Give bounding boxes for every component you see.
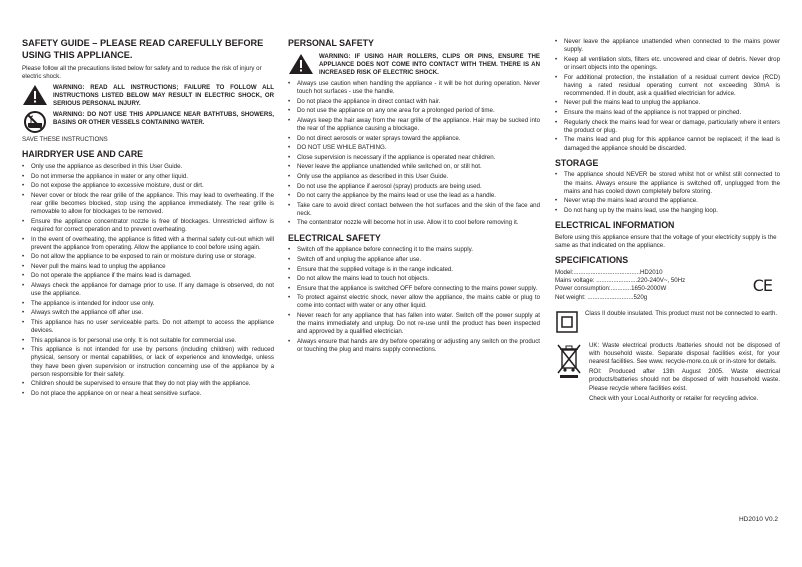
care-heading: HAIRDRYER USE AND CARE [22, 149, 144, 160]
care-list [22, 163, 274, 398]
list-item: • The appliance is intended for indoor use only. [22, 300, 274, 308]
list-item: • Do not allow the mains lead to touch hot objects. [288, 275, 540, 283]
list-item: • In the event of overheating, the appliance is fitted with a thermal safety cut-out which will prevent the appliance from operating. Allow the appliance to cool before using again. [22, 236, 274, 252]
list-item: • Do not direct aerosols or water sprays toward the appliance. [288, 135, 540, 143]
weee-roi-text: ROI: Produced after 13th August 2005. Waste electrical products/batteries should not be disposed of with household waste. Please recycle where facilities exist. [589, 368, 780, 392]
specifications-list [555, 269, 685, 302]
spec-weight: Net weight: ...........................520g [555, 293, 648, 301]
list-item: • Ensure the mains lead of the appliance is not trapped or pinched. [555, 109, 780, 117]
list-item: • Switch off the appliance before connecting it to the mains supply. [288, 246, 540, 254]
list-item: • Do not use the appliance if aerosol (spray) products are being used. [288, 183, 540, 191]
ce-mark-icon: CE [752, 275, 772, 295]
specifications-heading: SPECIFICATIONS [555, 255, 629, 266]
list-item: • Do not use the appliance on any one area for a prolonged period of time. [288, 107, 540, 115]
list-item: • Only use the appliance as described in this User Guide. [288, 173, 540, 181]
list-item: • Never reach for any appliance that has fallen into water. Switch off the power supply at the mains immediately and unplug. Do not re-use until the product has been inspected and approved by a qualified electrician. [288, 312, 540, 337]
electrical-safety-list [288, 246, 540, 354]
list-item: • For additional protection, the installation of a residual current device (RCD) having a rated residual operating current not exceeding 30mA is recommended. If in doubt, ask a qualified electrician for advice. [555, 74, 780, 99]
class-two-notice [555, 310, 780, 334]
spec-power: Power consumption:............1650-2000W [555, 285, 667, 293]
weee-uk-text: UK: Waste electrical products /batteries should not be disposed of with household waste. Separate disposal facilities exist, for your nearest facilities. See www. recycle-more.co.uk or in-store for details. [589, 341, 780, 366]
list-item: • Never pull the mains lead to unplug the appliance. [555, 99, 780, 107]
list-item: • Do not immerse the appliance in water or any other liquid. [22, 173, 274, 181]
storage-list [555, 171, 780, 215]
list-item: • Regularly check the mains lead for wear or damage, particularly where it enters the product or plug. [555, 119, 780, 135]
crossed-bin-icon [555, 342, 583, 378]
warning-water [22, 111, 274, 133]
class-two-text: Class II double insulated. This product must not be connected to earth. [585, 309, 778, 317]
list-item: • Never leave the appliance unattended while switched on, or still hot. [288, 163, 540, 171]
electrical-safety-continued-list [555, 38, 780, 153]
warning-read-instructions [22, 84, 274, 108]
column-left [22, 38, 274, 400]
intro-text: Please follow all the precautions listed below for safety and to reduce the risk of injury or electric shock. [22, 64, 262, 80]
list-item: • This appliance is for personal use only. It is not suitable for commercial use. [22, 337, 274, 345]
list-item: • Never cover or block the rear grille of the appliance. This may lead to overheating. If the rear grille becomes blocked, stop using the appliance immediately. The rear grille is removable to allow for blockages to be removed. [22, 192, 274, 217]
column-middle [288, 38, 540, 356]
warning-text: WARNING: IF USING HAIR ROLLERS, CLIPS OR PINS, ENSURE THE APPLIANCE DOES NOT COME INTO CONTACT WITH THEM. THERE IS AN INCREASED RISK OF ELECTRIC SHOCK. [319, 52, 540, 76]
specifications-block [555, 269, 780, 302]
spec-voltage: Mains voltage: ........................220-240V~, 50Hz [555, 277, 686, 285]
warning-triangle-icon [22, 84, 48, 106]
storage-heading: STORAGE [555, 157, 599, 168]
list-item: • Do not operate the appliance if the mains lead is damaged. [22, 272, 274, 280]
list-item: • Do not place the appliance on or near a heat sensitive surface. [22, 390, 274, 398]
list-item: • Only use the appliance as described in this User Guide. [22, 163, 274, 171]
double-insulated-icon [555, 310, 579, 334]
warning-rollers [288, 53, 540, 77]
weee-text [589, 342, 780, 405]
list-item: • Ensure that the supplied voltage is in the range indicated. [288, 266, 540, 274]
weee-advice-text: Check with your Local Authority or retailer for recycling advice. [589, 394, 759, 402]
list-item: • Keep all ventilation slots, filters etc. uncovered and clear of debris. Never drop or insert objects into the openings. [555, 56, 780, 72]
list-item: • The contentrator nozzle will become hot in use. Allow it to cool before removing it. [288, 219, 540, 227]
model-version: HD2010 V0.2 [738, 516, 778, 523]
warning-triangle-icon [288, 53, 314, 75]
list-item: • Do not expose the appliance to excessive moisture, dust or dirt. [22, 182, 274, 190]
list-item: • Always use caution when handling the appliance - it will be hot during operation. Never touch hot surfaces - use the handle. [288, 80, 540, 96]
save-instructions: SAVE THESE INSTRUCTIONS [22, 136, 108, 144]
electrical-safety-heading: ELECTRICAL SAFETY [288, 232, 381, 243]
electrical-information-text: Before using this appliance ensure that the voltage of your electricity supply is the same as that indicated on the appliance. [555, 233, 777, 250]
list-item: • Always ensure that hands are dry before operating or adjusting any switch on the product or touching the plug and mains supply connections. [288, 338, 540, 354]
list-item: • Do not hang up by the mains lead, use the hanging loop. [555, 207, 780, 215]
list-item: • Always keep the hair away from the rear grille of the appliance. Hair may be sucked into the rear of the appliance causing a blockage. [288, 117, 540, 133]
list-item: • Ensure that the appliance is switched OFF before connecting to the mains power supply. [288, 285, 540, 293]
list-item: • The mains lead and plug for this appliance cannot be replaced; if the lead is damaged the appliance should be discarded. [555, 136, 780, 152]
electrical-information-heading: ELECTRICAL INFORMATION [555, 220, 675, 231]
list-item: • Never leave the appliance unattended when connected to the mains power supply. [555, 38, 780, 54]
list-item: • Switch off and unplug the appliance after use. [288, 256, 540, 264]
list-item: • Do not carry the appliance by the mains lead or use the lead as a handle. [288, 192, 540, 200]
list-item: • Do not place the appliance in direct contact with hair. [288, 98, 540, 106]
list-item: • Do not allow the appliance to be exposed to rain or moisture during use or storage. [22, 253, 274, 261]
personal-safety-list [288, 80, 540, 228]
list-item: • This appliance has no user serviceable parts. Do not attempt to access the appliance devices. [22, 319, 274, 335]
list-item: • Never wrap the mains lead around the appliance. [555, 197, 780, 205]
list-item: • DO NOT USE WHILE BATHING. [288, 144, 540, 152]
list-item: • Close supervision is necessary if the appliance is operated near children. [288, 154, 540, 162]
warning-text: WARNING: READ ALL INSTRUCTIONS; FAILURE TO FOLLOW ALL INSTRUCTIONS LISTED BELOW MAY RESULT IN ELECTRIC SHOCK, OR SERIOUS PERSONAL INJURY. [53, 83, 274, 108]
personal-safety-heading: PERSONAL SAFETY [288, 38, 374, 48]
list-item: • Always check the appliance for damage prior to use. If any damage is observed, do not use the appliance. [22, 282, 274, 298]
list-item: • To protect against electric shock, never allow the appliance, the mains cable or plug to come into contact with water or any other liquid. [288, 294, 540, 310]
list-item: • Take care to avoid direct contact between the hot surfaces and the skin of the face and neck. [288, 202, 540, 218]
list-item: • Always switch the appliance off after use. [22, 309, 274, 317]
list-item: • The appliance should NEVER be stored whilst hot or whilst still connected to the mains. Always ensure the appliance is switched off, unplugged from the mains and has cooled down completely before storing. [555, 171, 780, 196]
column-right [555, 38, 780, 405]
no-bath-icon [22, 111, 48, 133]
spec-model: Model:.......................................HD2010 [555, 268, 663, 276]
weee-notice [555, 342, 780, 405]
list-item: • Ensure the appliance concentrator nozzle is free of blockages. Unrestricted airflow is required for correct operation and to prevent overheating. [22, 218, 274, 234]
list-item: • This appliance is not intended for use by persons (including children) with reduced physical, sensory or mental capabilities, or lack of experience and knowledge, unless they have been given supervision or instruction concerning use of the appliance by a person responsible for their safety. [22, 346, 274, 379]
safety-guide-title: SAFETY GUIDE – PLEASE READ CAREFULLY BEFORE USING THIS APPLIANCE. [22, 38, 264, 60]
warning-text: WARNING: DO NOT USE THIS APPLIANCE NEAR BATHTUBS, SHOWERS, BASINS OR OTHER VESSELS CONTAINING WATER. [53, 111, 274, 127]
list-item: • Children should be supervised to ensure that they do not play with the appliance. [22, 380, 274, 388]
list-item: • Never pull the mains lead to unplug the appliance [22, 263, 274, 271]
